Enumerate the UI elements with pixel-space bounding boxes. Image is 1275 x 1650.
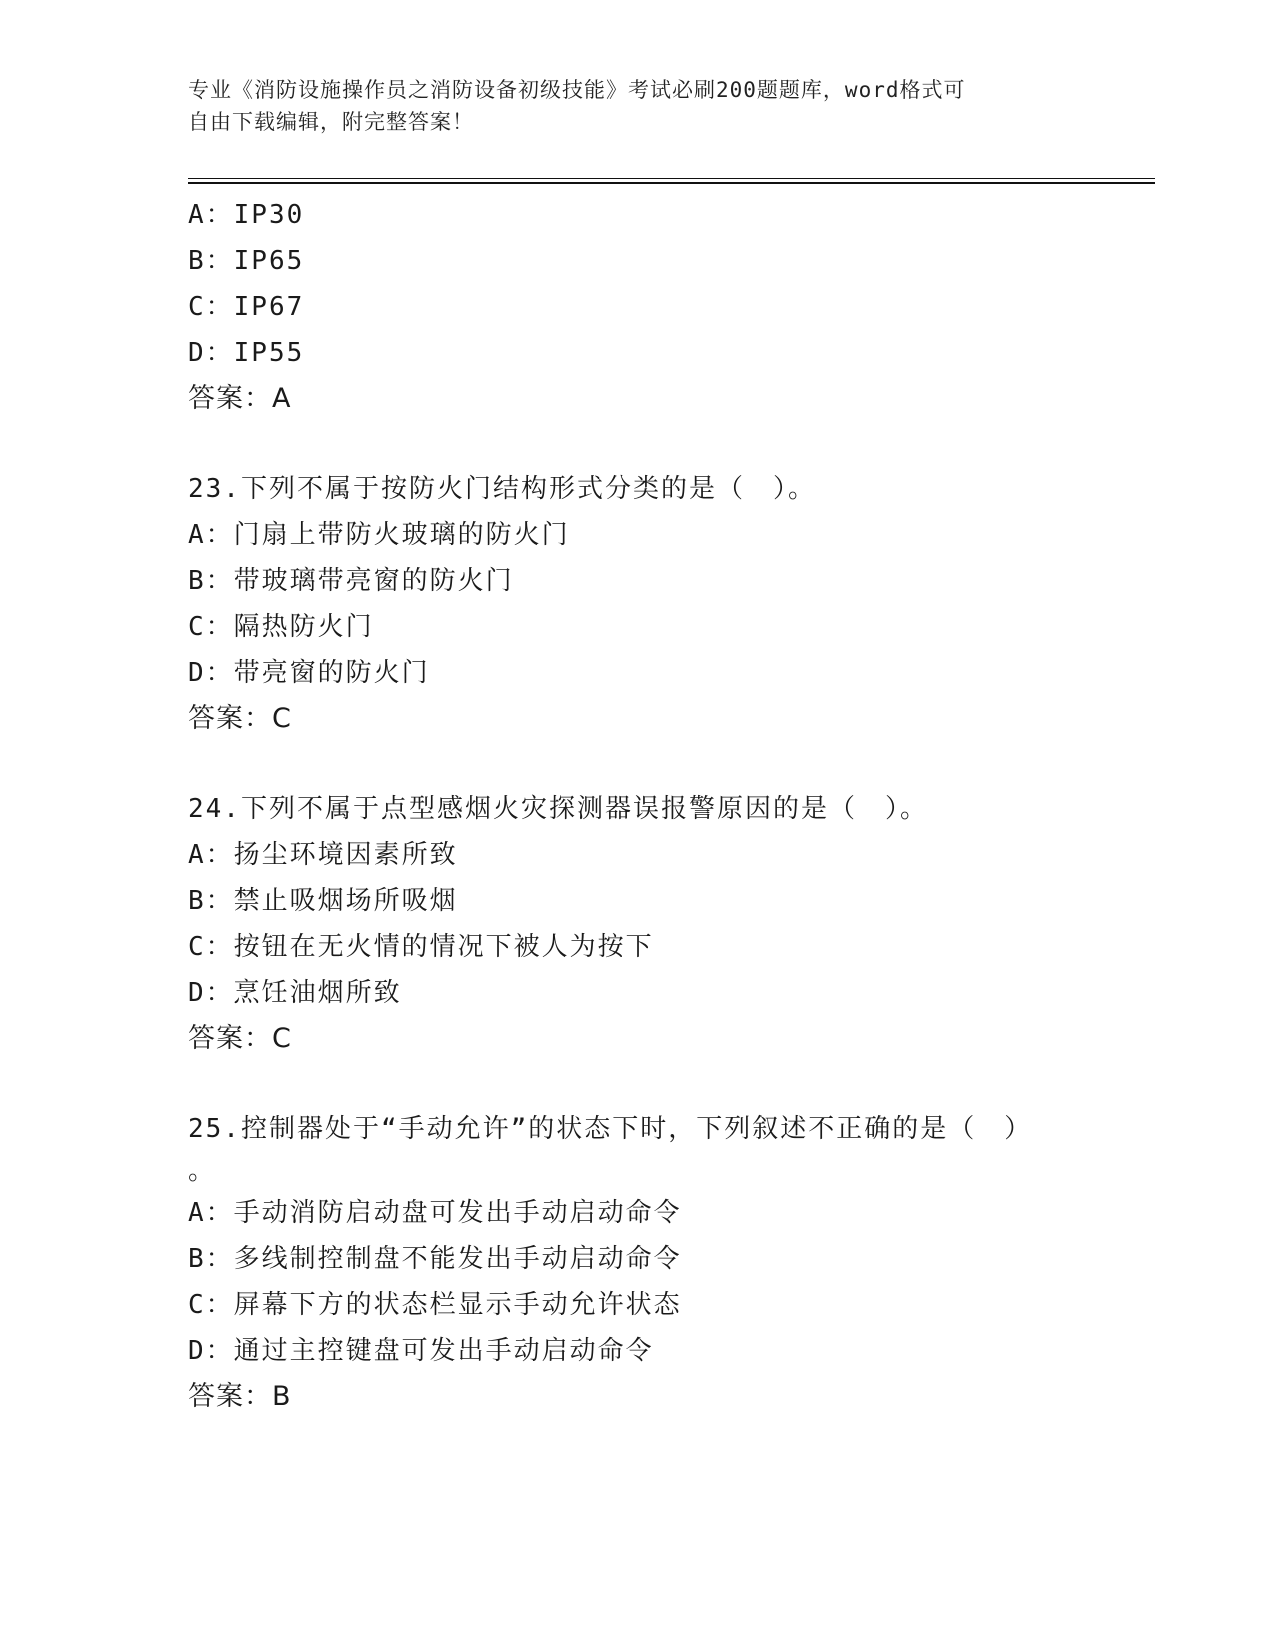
option-c: C：屏幕下方的状态栏显示手动允许状态 — [188, 1290, 682, 1320]
question-stem: 24.下列不属于点型感烟火灾探测器误报警原因的是（ ）。 — [188, 794, 928, 824]
option-b: B：禁止吸烟场所吸烟 — [188, 886, 458, 916]
option-d: D：通过主控键盘可发出手动启动命令 — [188, 1336, 654, 1366]
document-header — [188, 74, 1068, 138]
question-stem-tail: 。 — [188, 1156, 215, 1186]
option-b: B：多线制控制盘不能发出手动启动命令 — [188, 1244, 682, 1274]
option-d: D：带亮窗的防火门 — [188, 658, 430, 688]
question-25 — [188, 1106, 1088, 1420]
option-a: A：手动消防启动盘可发出手动启动命令 — [188, 1198, 682, 1228]
header-line-1: 专业《消防设施操作员之消防设备初级技能》考试必刷200题题库，word格式可 — [188, 78, 966, 102]
header-divider-thick — [188, 182, 1155, 184]
question-24 — [188, 786, 1088, 1062]
answer-line: 答案：C — [188, 1023, 292, 1054]
option-d: D：IP55 — [188, 338, 305, 368]
answer-line: 答案：A — [188, 383, 292, 414]
option-b: B：带玻璃带亮窗的防火门 — [188, 566, 514, 596]
answer-line: 答案：C — [188, 703, 292, 734]
option-d: D：烹饪油烟所致 — [188, 978, 402, 1008]
header-line-2: 自由下载编辑，附完整答案！ — [188, 110, 474, 134]
option-c: C：IP67 — [188, 292, 305, 322]
question-23 — [188, 466, 1088, 742]
question-list — [188, 192, 1088, 1420]
header-divider-thin — [188, 178, 1155, 179]
question-22-tail — [188, 192, 1088, 422]
option-b: B：IP65 — [188, 246, 305, 276]
option-c: C：按钮在无火情的情况下被人为按下 — [188, 932, 654, 962]
option-c: C：隔热防火门 — [188, 612, 374, 642]
option-a: A：扬尘环境因素所致 — [188, 840, 458, 870]
question-stem: 23.下列不属于按防火门结构形式分类的是（ ）。 — [188, 474, 816, 504]
option-a: A：门扇上带防火玻璃的防火门 — [188, 520, 570, 550]
option-a: A：IP30 — [188, 200, 305, 230]
answer-line: 答案：B — [188, 1381, 292, 1412]
question-stem: 25.控制器处于“手动允许”的状态下时，下列叙述不正确的是（ ） — [188, 1114, 1033, 1144]
